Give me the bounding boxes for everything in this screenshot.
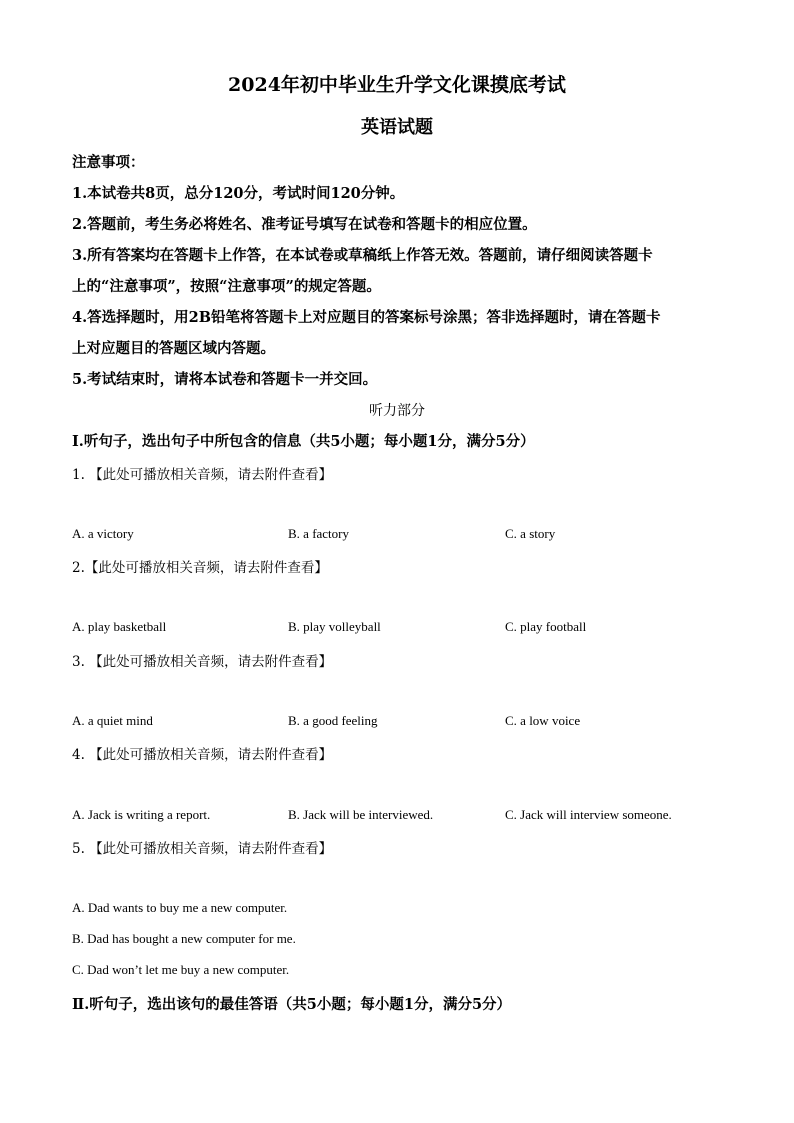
question-3-label: 3. 【此处可播放相关音频，请去附件查看】 (72, 654, 333, 670)
question-3-option-c[interactable]: C. a low voice (505, 713, 581, 728)
question-1-label: 1. 【此处可播放相关音频，请去附件查看】 (72, 467, 333, 483)
question-4-option-c[interactable]: C. Jack will interview someone. (505, 807, 672, 822)
question-1-option-b[interactable]: B. a factory (288, 526, 350, 541)
question-2-option-a[interactable]: A. play basketball (72, 619, 167, 634)
question-1-option-a[interactable]: A. a victory (72, 526, 134, 541)
question-4-label: 4. 【此处可播放相关音频，请去附件查看】 (72, 747, 333, 763)
question-5-option-b[interactable]: B. Dad has bought a new computer for me. (72, 931, 296, 946)
question-4-option-b[interactable]: B. Jack will be interviewed. (288, 807, 434, 822)
question-1-option-c[interactable]: C. a story (505, 526, 556, 541)
question-3-option-b[interactable]: B. a good feeling (288, 713, 378, 728)
notice-line: 2.答题前，考生务必将姓名、准考证号填写在试卷和答题卡的相应位置。 (72, 216, 537, 233)
part2-heading: Ⅱ.听句子，选出该句的最佳答语（共5小题；每小题1分，满分5分） (72, 996, 512, 1013)
question-3-option-a[interactable]: A. a quiet mind (72, 713, 153, 728)
section-title: 听力部分 (369, 403, 425, 419)
question-5-option-c[interactable]: C. Dad won’t let me buy a new computer. (72, 962, 290, 977)
notice-heading: 注意事项： (72, 154, 145, 171)
question-2-option-c[interactable]: C. play football (505, 619, 587, 634)
notice-line: 5.考试结束时，请将本试卷和答题卡一并交回。 (72, 371, 378, 388)
notice-line: 1.本试卷共8页，总分120分，考试时间120分钟。 (72, 185, 405, 202)
question-5-option-a[interactable]: A. Dad wants to buy me a new computer. (72, 900, 288, 915)
question-4-option-a[interactable]: A. Jack is writing a report. (72, 807, 211, 822)
notice-line: 3.所有答案均在答题卡上作答，在本试卷或草稿纸上作答无效。答题前，请仔细阅读答题卡 (72, 247, 653, 264)
notice-line: 上的“注意事项”，按照“注意事项”的规定答题。 (72, 278, 381, 295)
exam-title: 2024年初中毕业生升学文化课摸底考试 (228, 74, 566, 96)
notice-line: 上对应题目的答题区域内答题。 (72, 340, 275, 357)
question-2-option-b[interactable]: B. play volleyball (288, 619, 381, 634)
exam-subtitle: 英语试题 (361, 117, 433, 138)
question-5-label: 5. 【此处可播放相关音频，请去附件查看】 (72, 841, 333, 857)
part1-heading: I.听句子，选出句子中所包含的信息（共5小题；每小题1分，满分5分） (72, 433, 535, 450)
notice-line: 4.答选择题时，用2B铅笔将答题卡上对应题目的答案标号涂黑；答非选择题时，请在答题卡 (72, 309, 661, 326)
question-2-label: 2.【此处可播放相关音频，请去附件查看】 (72, 560, 328, 576)
